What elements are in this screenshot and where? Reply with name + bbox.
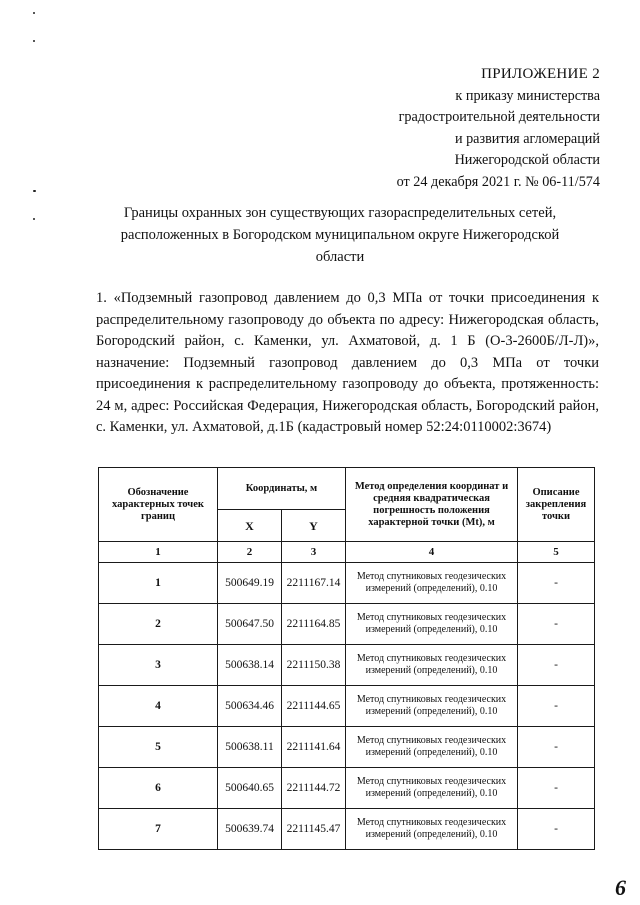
method-cell: Метод спутниковых геодезических измерений (определений), 0.10	[346, 686, 518, 727]
y-coordinate: 2211167.14	[282, 563, 346, 604]
table-row	[99, 768, 595, 809]
appendix-line: и развития агломераций	[454, 130, 600, 147]
y-coordinate: 2211150.38	[282, 645, 346, 686]
x-coordinate: 500634.46	[218, 686, 282, 727]
method-cell: Метод спутниковых геодезических измерений (определений), 0.10	[346, 809, 518, 850]
method-cell: Метод спутниковых геодезических измерений (определений), 0.10	[346, 768, 518, 809]
scan-mark	[33, 12, 35, 14]
column-number: 5	[518, 542, 595, 563]
column-number: 2	[218, 542, 282, 563]
appendix-block	[397, 64, 600, 193]
y-coordinate: 2211145.47	[282, 809, 346, 850]
description-cell: -	[518, 809, 595, 850]
column-number-row	[99, 542, 595, 563]
header-method: Метод определения координат и средняя квадратическая погрешность положения характерной точки (Mt), м	[346, 468, 518, 542]
y-coordinate: 2211164.85	[282, 604, 346, 645]
description-cell: -	[518, 645, 595, 686]
x-coordinate: 500638.14	[218, 645, 282, 686]
column-number: 4	[346, 542, 518, 563]
description-cell: -	[518, 604, 595, 645]
title-line: Границы охранных зон существующих газораспределительных сетей,	[123, 205, 557, 221]
description-cell: -	[518, 563, 595, 604]
title-line: области	[315, 249, 365, 265]
page-number: 6	[615, 875, 626, 900]
x-coordinate: 500647.50	[218, 604, 282, 645]
appendix-line: к приказу министерства	[455, 87, 600, 104]
point-number: 5	[99, 727, 218, 768]
scan-mark	[33, 190, 36, 192]
header-y: Y	[282, 510, 346, 542]
appendix-heading: ПРИЛОЖЕНИЕ 2	[481, 66, 600, 82]
x-coordinate: 500640.65	[218, 768, 282, 809]
header-coordinates: Координаты, м	[218, 468, 346, 510]
description-cell: -	[518, 686, 595, 727]
point-number: 6	[99, 768, 218, 809]
y-coordinate: 2211144.65	[282, 686, 346, 727]
coordinates-table-wrap	[98, 467, 595, 850]
x-coordinate: 500649.19	[218, 563, 282, 604]
header-description: Описание закрепления точки	[518, 468, 595, 542]
y-coordinate: 2211141.64	[282, 727, 346, 768]
y-coordinate: 2211144.72	[282, 768, 346, 809]
point-number: 2	[99, 604, 218, 645]
table-row	[99, 604, 595, 645]
point-number: 7	[99, 809, 218, 850]
document-title	[100, 202, 580, 268]
table-row	[99, 727, 595, 768]
appendix-line: Нижегородской области	[454, 152, 600, 168]
method-cell: Метод спутниковых геодезических измерений (определений), 0.10	[346, 604, 518, 645]
header-designation: Обозначение характерных точек границ	[99, 468, 218, 542]
method-cell: Метод спутниковых геодезических измерений (определений), 0.10	[346, 563, 518, 604]
appendix-line: от 24 декабря 2021 г. № 06-11/574	[396, 173, 600, 190]
scan-mark	[33, 218, 35, 220]
point-number: 1	[99, 563, 218, 604]
description-cell: -	[518, 768, 595, 809]
table-row	[99, 809, 595, 850]
column-number: 1	[99, 542, 218, 563]
description-cell: -	[518, 727, 595, 768]
x-coordinate: 500638.11	[218, 727, 282, 768]
table-row	[99, 686, 595, 727]
scan-mark	[33, 40, 35, 42]
point-number: 4	[99, 686, 218, 727]
table-row	[99, 645, 595, 686]
appendix-line: градостроительной деятельности	[398, 109, 600, 125]
x-coordinate: 500639.74	[218, 809, 282, 850]
table-row	[99, 563, 595, 604]
item-paragraph: 1. «Подземный газопровод давлением до 0,3 МПа от точки присоединения к распределительному газопроводу до объекта по адресу: Нижегородская область, Богородский район, с. Каменки, ул. Ахматовой, д. 1 Б (О-3-2600Б/Л-Л)», назначение: Подземный газопровод давлением до 0,3 МПа от точки присоединения к распределительному газопроводу до объекта, протяженность: 24 м, адрес: Российская Федерация, Нижегородская область, Богородский район, с. Каменки, ул. Ахматовой, д.1Б (кадастровый номер 52:24:0110002:3674)	[96, 290, 599, 435]
coordinates-table	[98, 467, 595, 850]
column-number: 3	[282, 542, 346, 563]
title-line: расположенных в Богородском муниципальном округе Нижегородской	[120, 227, 560, 243]
method-cell: Метод спутниковых геодезических измерений (определений), 0.10	[346, 727, 518, 768]
header-x: X	[218, 510, 282, 542]
point-number: 3	[99, 645, 218, 686]
method-cell: Метод спутниковых геодезических измерений (определений), 0.10	[346, 645, 518, 686]
